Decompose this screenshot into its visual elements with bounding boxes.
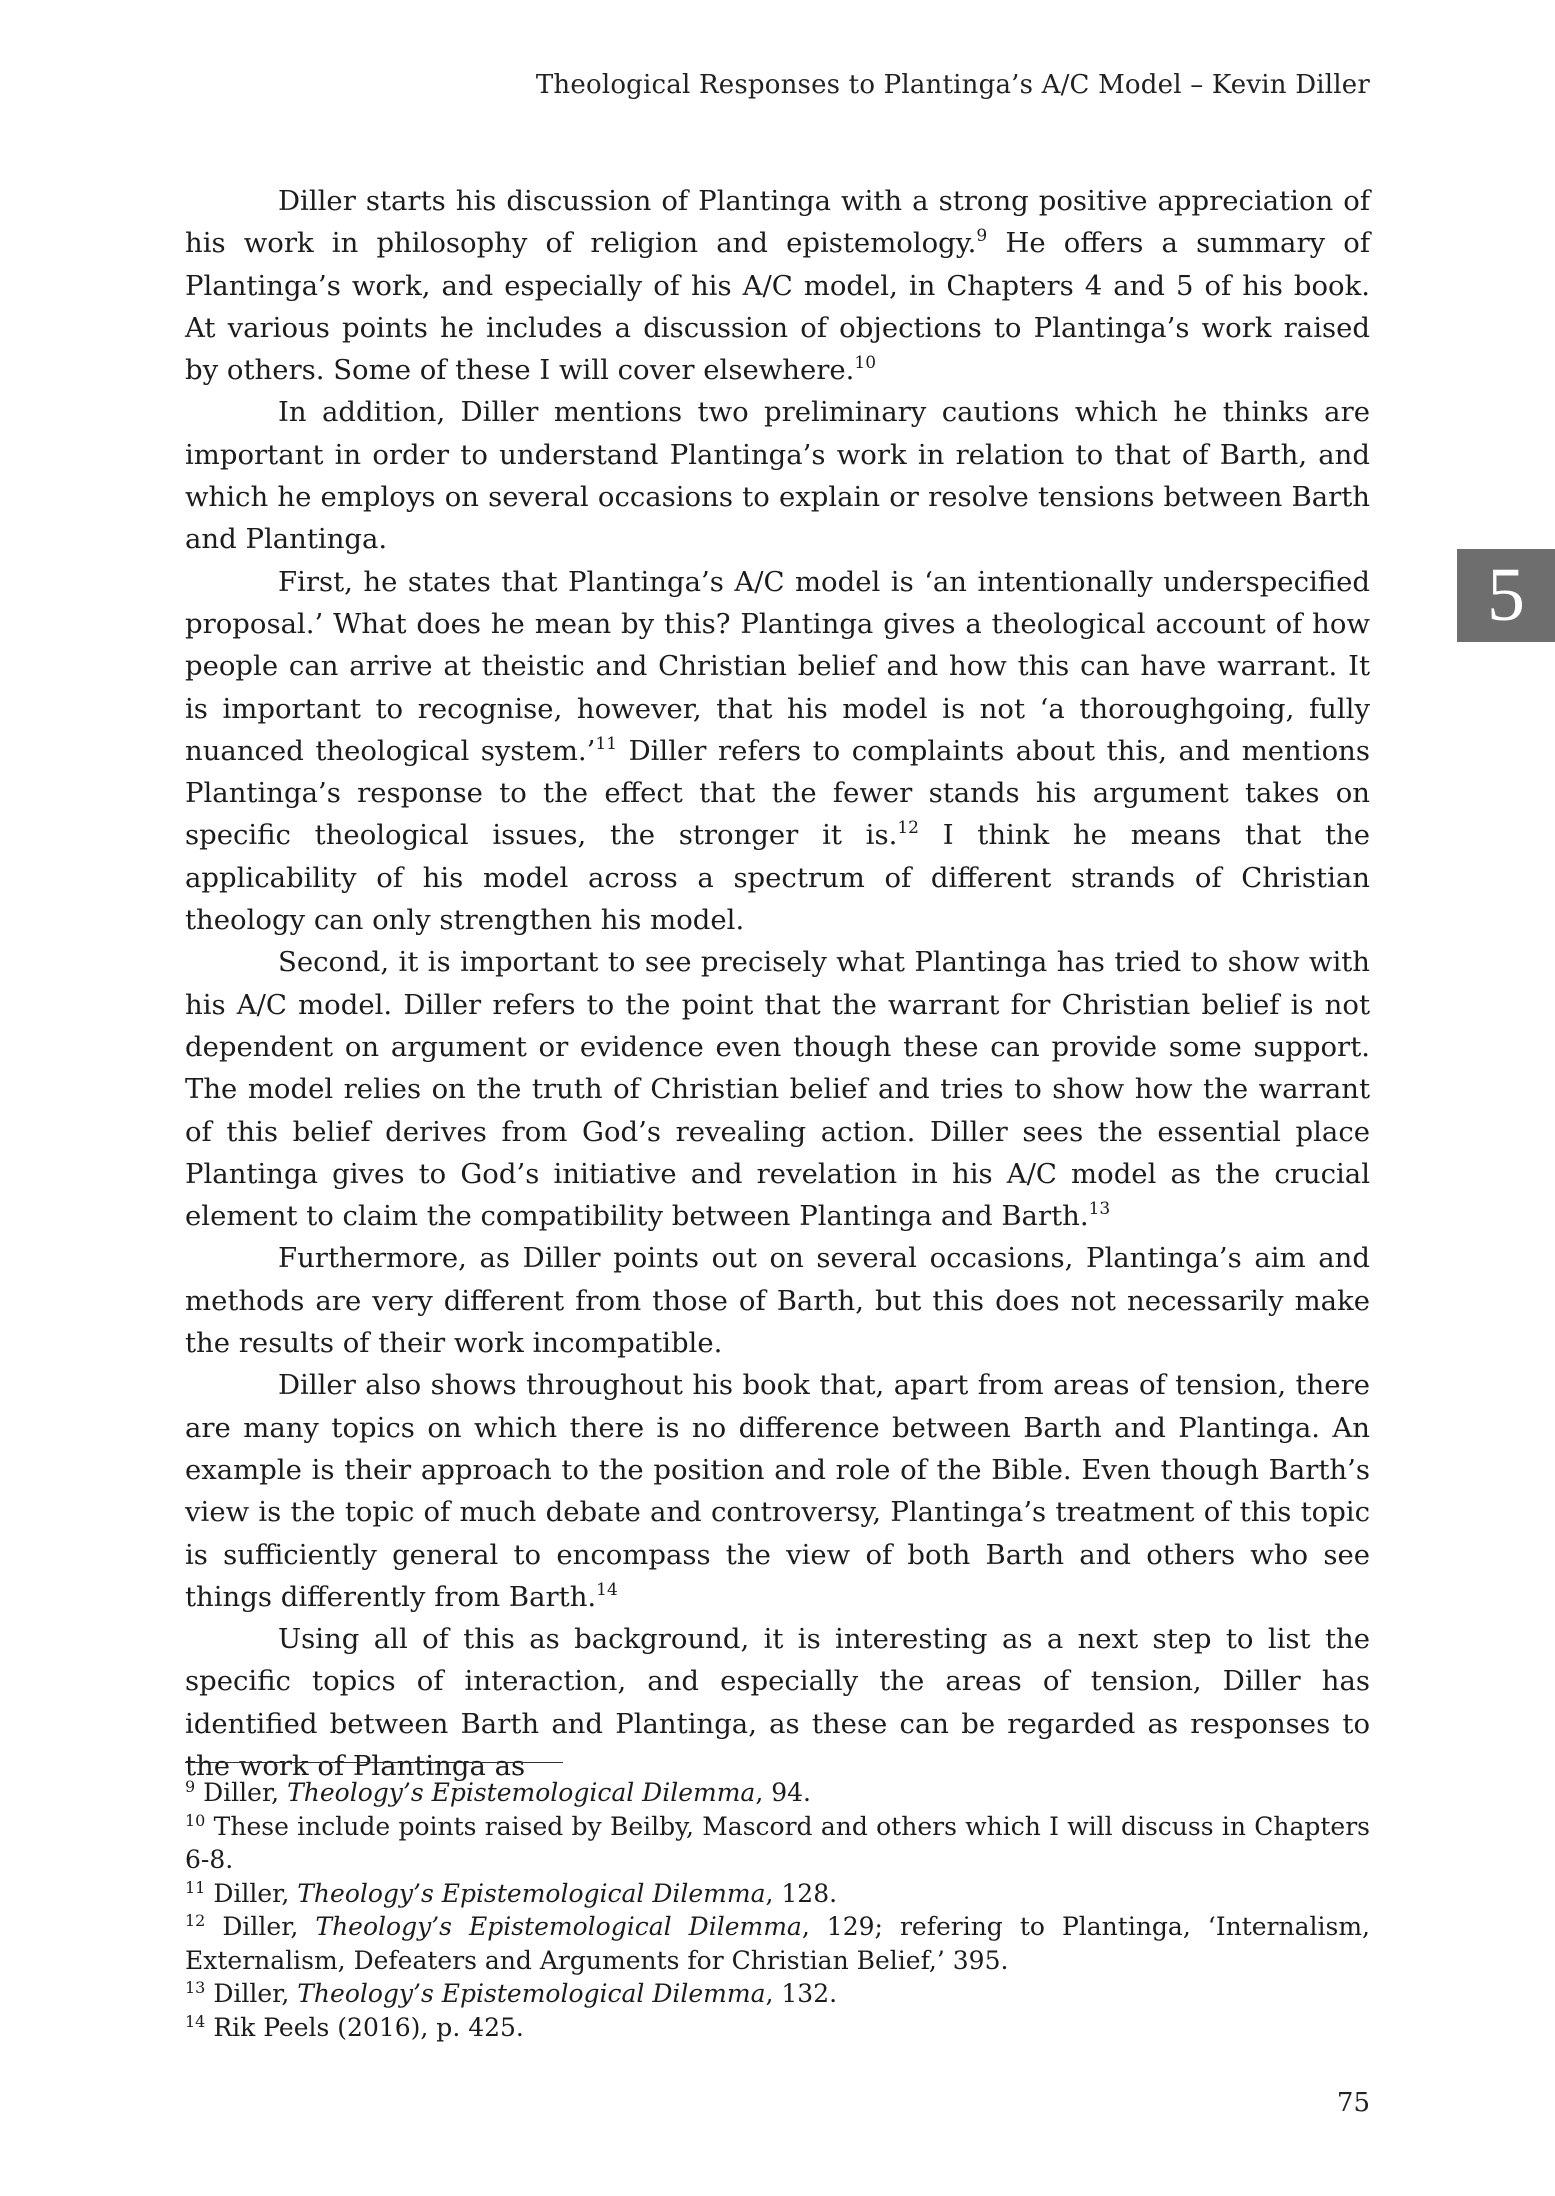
body-paragraph [185,1237,1370,1364]
body-paragraph [185,561,1370,942]
footnote-reference: 9 [976,226,988,247]
footnote-number: 13 [185,1978,206,1997]
footnote-reference: 10 [854,353,877,374]
italic-title: Theology’s Epistemological Dilemma [315,1912,802,1941]
running-head: Theological Responses to Plantinga’s A/C Model – Kevin Diller [535,70,1370,100]
footnote-number: 14 [185,2011,206,2031]
text-run: Diller also shows throughout his book that, apart from areas of tension, there are many topics on which there is no difference between Barth and Plantinga. An example is their approach to the position and role of the Bible. Even though Barth’s view is the topic of much debate and controversy, Plantinga’s treatment of this topic is sufficiently general to encompass the view of both Barth and others who see things differently from Barth. [185,1369,1370,1613]
text-run: He offers a summary of Plantinga’s work, and especially of his A/C model, in Chapters 4 and 5 of his book. At various points he includes a discussion of objections to Plantinga’s work raised by others. Some of these I will cover elsewhere. [185,227,1370,387]
text-run: Diller, [213,1878,298,1908]
body-paragraph [185,391,1370,560]
text-run: Diller refers to complaints about this, and mentions Plantinga’s response to the effect that the fewer stands his argument takes on specific theological issues, the stronger it is. [185,734,1370,852]
footnotes [185,1776,1370,2044]
footnote [185,1977,1370,2011]
body-paragraph [185,180,1370,391]
footnote-number: 9 [185,1777,196,1796]
footnote-reference: 12 [897,818,919,839]
body-paragraph [185,941,1370,1237]
text-run: Diller, [222,1912,316,1941]
text-run: Diller starts his discussion of Plantinga with a strong positive appreciation of his work in philosophy of religion and epistemology. [185,185,1370,260]
footnote-reference: 14 [596,1579,618,1600]
text-run: Diller, [213,1979,298,2008]
text-run: Using all of this as background, it is interesting as a next step to list the specific topics of interaction, and especially the areas of tension, Diller has identified between Barth and Plantinga, as these can be regarded as responses to the work of Plantinga as [185,1623,1370,1782]
footnote-number: 10 [185,1810,206,1830]
footnote [185,2011,1370,2045]
footnote [185,1910,1370,1977]
footnote-reference: 13 [1088,1199,1111,1220]
text-run: Second, it is important to see precisely what Plantinga has tried to show with his A/C model. Diller refers to the point that the warrant for Christian belief is not dependent on argument or evidence even though these can provide some support. The model relies on the truth of Christian belief and tries to show how the warrant of this belief derives from God’s revealing action. Diller sees the essential place Plantinga gives to God’s initiative and revelation in his A/C model as the crucial element to claim the compatibility between Plantinga and Barth. [185,946,1370,1233]
text-run: These include points raised by Beilby, Mascord and others which I will discuss in Chapters 6-8. [185,1811,1371,1874]
text-run: I think he means that the applicability of his model across a spectrum of different strands of Christian theology can only strengthen his model. [185,819,1370,937]
text-run: , 128. [765,1878,838,1908]
footnote-number: 12 [185,1911,206,1930]
chapter-number-tab: 5 [1457,549,1555,642]
footnote [185,1776,1370,1810]
text-run: Diller, [203,1778,288,1807]
italic-title: Theology’s Epistemological Dilemma [297,1979,766,2008]
italic-title: Theology’s Epistemological Dilemma [287,1778,756,1807]
footnote-number: 11 [185,1877,206,1897]
body-text [185,180,1370,1787]
text-run: Furthermore, as Diller points out on several occasions, Plantinga’s aim and methods are very different from those of Barth, but this does not necessarily make the results of their work incompatible. [185,1242,1370,1360]
footnote [185,1877,1370,1911]
text-run: In addition, Diller mentions two preliminary cautions which he thinks are important in order to understand Plantinga’s work in relation to that of Barth, and which he employs on several occasions to explain or resolve tensions between Barth and Plantinga. [185,396,1370,556]
page-number: 75 [1336,2088,1370,2118]
text-run: First, he states that Plantinga’s A/C model is ‘an intentionally underspecified proposal.’ What does he mean by this? Plantinga gives a theological account of how people can arrive at theistic and Christian belief and how this can have warrant. It is important to recognise, however, that his model is not ‘a thoroughgoing, fully nuanced theological system.’ [185,565,1370,767]
footnote-reference: 11 [595,733,618,754]
body-paragraph [185,1364,1370,1618]
footnote [185,1810,1370,1877]
text-run: , 94. [755,1778,811,1807]
text-run: , 129; refering to Plantinga, ‘Internalism, Externalism, Defeaters and Arguments for Christian Belief,’ 395. [185,1912,1370,1975]
italic-title: Theology’s Epistemological Dilemma [297,1878,766,1908]
text-run: , 132. [765,1979,838,2008]
text-run: Rik Peels (2016), p. 425. [213,2012,524,2042]
footnote-divider [185,1762,563,1763]
